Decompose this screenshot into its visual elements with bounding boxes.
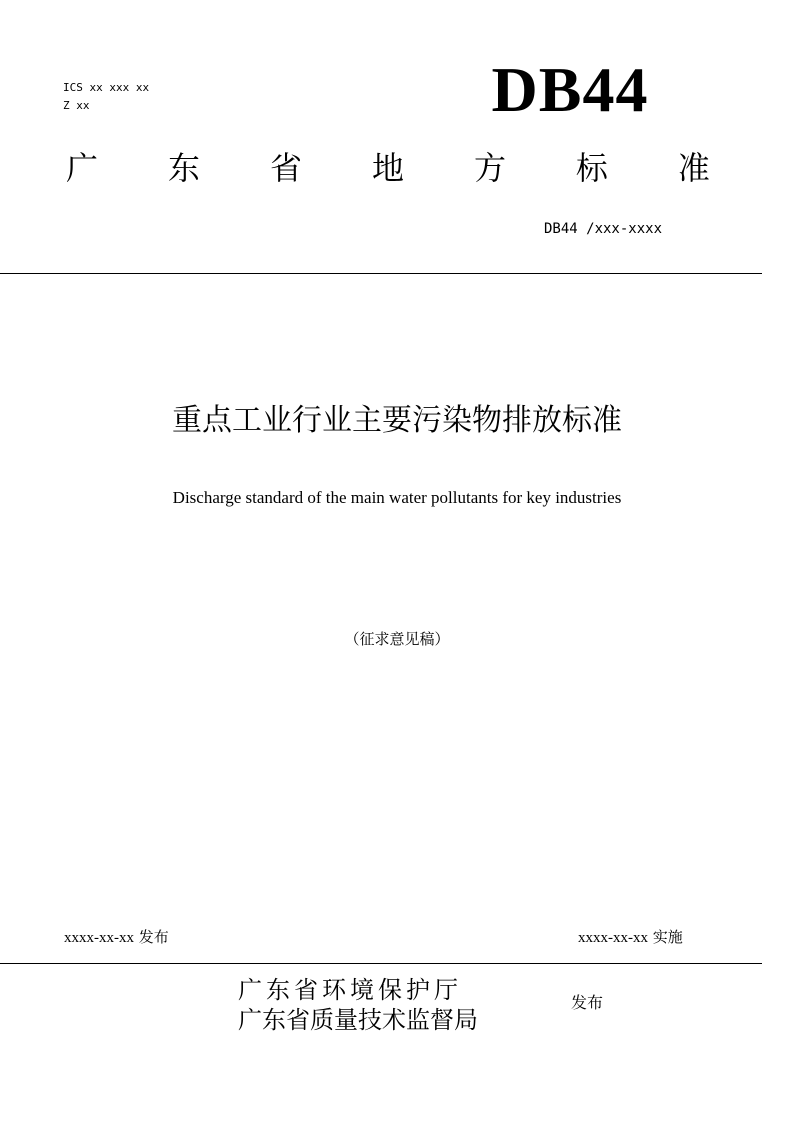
ccs-code: Z xx xyxy=(63,99,90,112)
bottom-divider xyxy=(0,963,762,964)
document-title-zh: 重点工业行业主要污染物排放标准 xyxy=(172,403,622,438)
standard-category-title xyxy=(66,146,710,190)
implement-label: 实施 xyxy=(652,928,683,946)
standard-category-char: 广 xyxy=(66,149,99,187)
issue-label: 发布 xyxy=(138,928,169,946)
issue-date-line xyxy=(64,926,169,949)
implement-date: xxxx-xx-xx xyxy=(578,930,648,946)
document-title-en: Discharge standard of the main water pollutants for key industries xyxy=(172,488,622,507)
ics-code: ICS xx xxx xx xyxy=(63,81,150,94)
standard-category-char: 东 xyxy=(167,149,200,187)
ics-block xyxy=(63,79,263,115)
issue-date: xxxx-xx-xx xyxy=(64,930,134,946)
standard-category-char: 方 xyxy=(473,149,506,187)
issuing-organizations xyxy=(238,975,548,1035)
standard-category-char: 准 xyxy=(677,149,710,187)
standard-category-char: 地 xyxy=(371,149,404,187)
draft-note: （征求意见稿） xyxy=(344,630,450,648)
standard-category-char: 省 xyxy=(269,149,302,187)
issuer-quality-supervision: 广东省质量技术监督局 xyxy=(238,1006,478,1034)
top-divider xyxy=(0,273,762,274)
db44-logo: DB44 xyxy=(491,54,649,125)
standard-code: DB44 /xxx-xxxx xyxy=(544,221,663,237)
implement-date-line xyxy=(578,926,683,949)
issuer-environmental-protection: 广东省环境保护厅 xyxy=(238,976,462,1004)
publish-label: 发布 xyxy=(571,993,604,1012)
standard-category-char: 标 xyxy=(575,149,608,187)
